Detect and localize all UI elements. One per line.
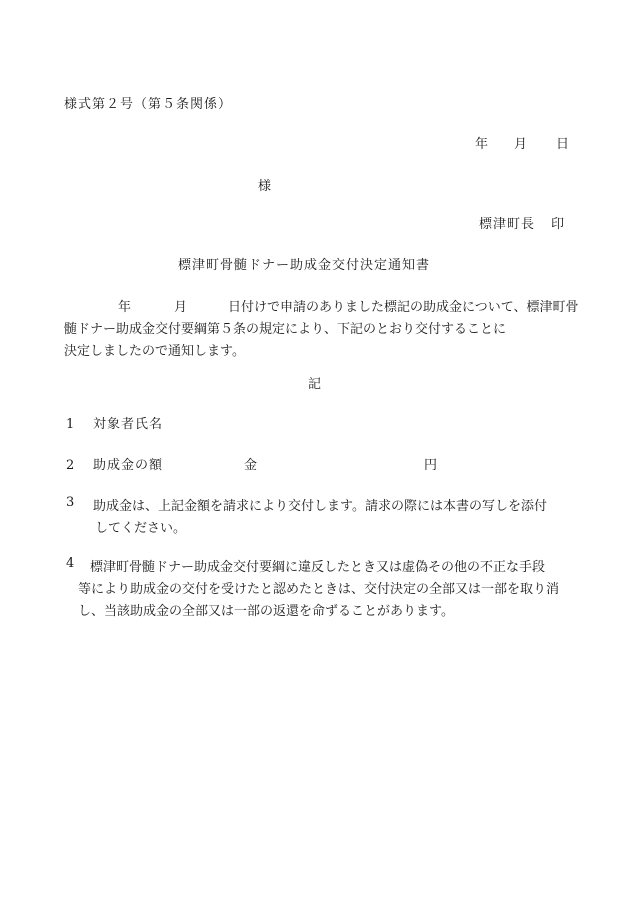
item-2-number: 2 — [66, 458, 75, 473]
body-line-1 — [64, 297, 579, 319]
amount-yen-label: 円 — [424, 458, 438, 473]
date-month-label: 月 — [514, 137, 528, 152]
amount-kin-label: 金 — [244, 458, 258, 473]
item-2-text: 助成金の額 — [93, 458, 164, 473]
notice-body — [64, 297, 579, 363]
item-3-line-1: 助成金は、上記金額を請求により交付します。請求の際には本書の写しを添付 — [93, 499, 547, 514]
ki-heading: 記 — [308, 377, 322, 392]
body-line-1-text: 日付けで申請のありました標記の助成金について、標津町骨 — [228, 300, 579, 315]
date-day-label: 日 — [556, 137, 570, 152]
addressee-suffix: 様 — [258, 179, 272, 194]
item-3-line-2: してください。 — [95, 521, 187, 536]
item-3-text — [93, 496, 547, 540]
date-year-label: 年 — [475, 137, 489, 152]
form-number: 様式第２号（第５条関係） — [64, 97, 233, 112]
item-4-line-2: 等により助成金の交付を受けたと認めたときは、交付決定の全部又は一部を取り消 — [78, 582, 560, 597]
body-line-2: 髄ドナー助成金交付要綱第５条の規定により、下記のとおり交付することに — [64, 322, 507, 337]
document-title: 標津町骨髄ドナー助成金交付決定通知書 — [178, 258, 431, 273]
item-4-text — [78, 557, 559, 623]
seal-mark: 印 — [551, 217, 565, 232]
issuer-name: 標津町長 — [479, 217, 536, 232]
body-line-3: 決定しましたので通知します。 — [64, 344, 245, 359]
item-1-text: 対象者氏名 — [93, 417, 164, 432]
item-3-number: 3 — [66, 495, 75, 510]
item-4-number: 4 — [66, 556, 75, 571]
item-4-line-1: 標津町骨髄ドナー助成金交付要綱に違反したとき又は虚偽その他の不正な手段 — [90, 560, 546, 575]
item-1-number: 1 — [66, 417, 75, 432]
item-4-line-3: し、当該助成金の全部又は一部の返還を命ずることがあります。 — [78, 604, 454, 619]
body-month-label: 月 — [174, 300, 188, 315]
body-year-label: 年 — [118, 300, 132, 315]
